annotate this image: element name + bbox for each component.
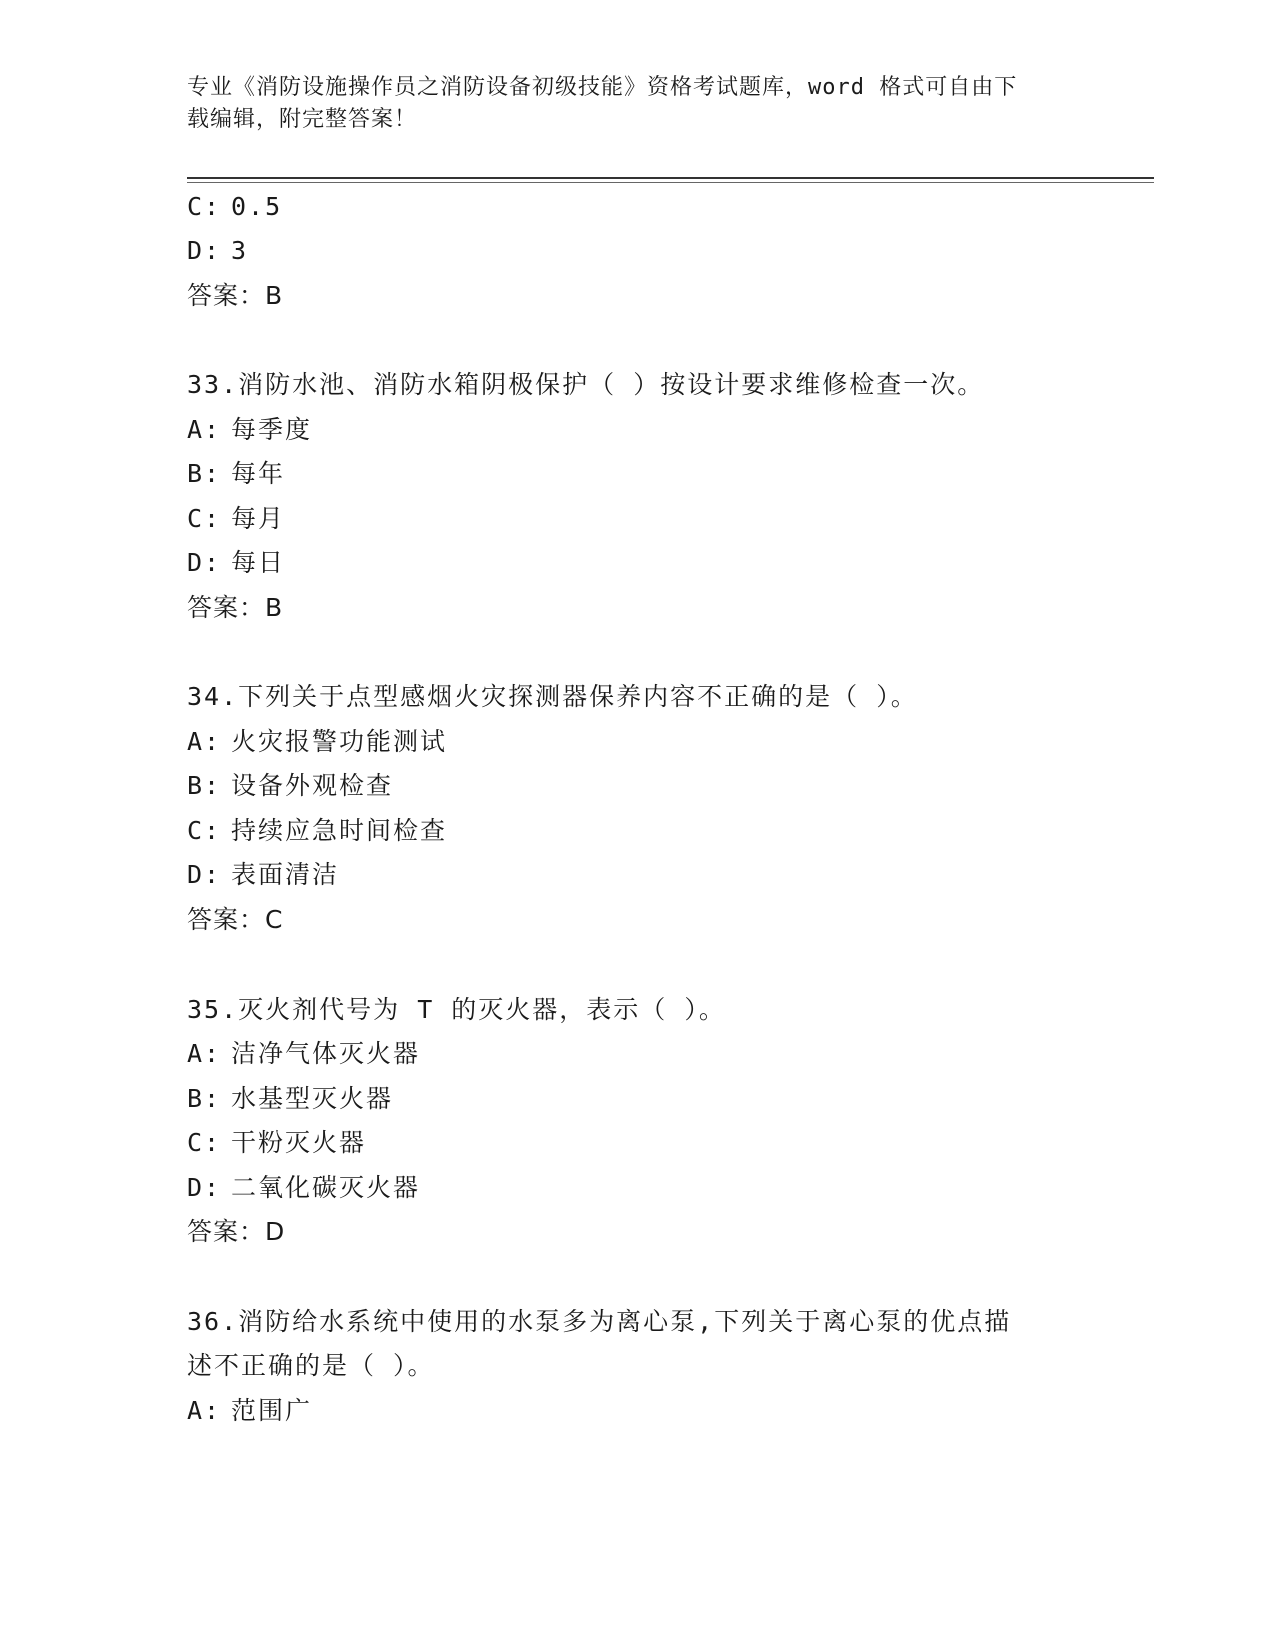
option-c (187, 1126, 366, 1160)
option-text: 0.5 (231, 192, 283, 221)
option-label: C: (187, 1128, 222, 1157)
option-label: B: (187, 1084, 222, 1113)
option-c (187, 814, 447, 848)
question-stem-34: 34.下列关于点型感烟火灾探测器保养内容不正确的是（ ）。 (187, 682, 918, 711)
option-label: D: (187, 236, 222, 265)
answer-text: 答案：D (187, 1217, 286, 1246)
option-label: C: (187, 816, 222, 845)
option-label: D: (187, 548, 222, 577)
option-label: C: (187, 192, 222, 221)
question-stem-33: 33.消防水池、消防水箱阴极保护（ ）按设计要求维修检查一次。 (187, 370, 985, 399)
option-a (187, 413, 312, 447)
option-text: 干粉灭火器 (231, 1128, 367, 1157)
header-line-1: 专业《消防设施操作员之消防设备初级技能》资格考试题库，word 格式可自由下 (187, 75, 1018, 100)
option-b (187, 457, 285, 491)
question-stem-35: 35.灭火剂代号为 T 的灭火器，表示（ ）。 (187, 995, 726, 1024)
option-a (187, 1037, 420, 1071)
option-text: 每月 (231, 504, 286, 533)
option-d (187, 1171, 420, 1205)
option-b (187, 769, 393, 803)
option-text: 表面清洁 (231, 860, 340, 889)
option-text: 二氧化碳灭火器 (231, 1173, 421, 1202)
option-text: 范围广 (231, 1396, 313, 1425)
option-d (187, 858, 339, 892)
header-line-2: 载编辑，附完整答案！ (187, 107, 418, 132)
option-text: 每日 (231, 548, 286, 577)
option-b (187, 1082, 393, 1116)
option-text: 水基型灭火器 (231, 1084, 394, 1113)
answer-text: 答案：B (187, 593, 284, 622)
answer-text: 答案：C (187, 905, 284, 934)
option-label: D: (187, 1173, 222, 1202)
question-stem-36: 36.消防给水系统中使用的水泵多为离心泵,下列关于离心泵的优点描 (187, 1307, 1012, 1336)
option-text: 每季度 (231, 415, 313, 444)
option-label: B: (187, 771, 222, 800)
option-text: 火灾报警功能测试 (231, 727, 448, 756)
option-label: D: (187, 860, 222, 889)
option-text: 洁净气体灭火器 (231, 1039, 421, 1068)
header-divider (187, 177, 1154, 179)
answer-text: 答案：B (187, 281, 284, 310)
document-header (187, 72, 1067, 136)
option-text: 每年 (231, 459, 286, 488)
option-label: A: (187, 1396, 222, 1425)
option-label: C: (187, 504, 222, 533)
option-text: 持续应急时间检查 (231, 816, 448, 845)
option-text: 设备外观检查 (231, 771, 394, 800)
header-divider-thin (187, 182, 1154, 183)
question-stem-36-continued: 述不正确的是（ ）。 (187, 1351, 435, 1380)
option-label: B: (187, 459, 222, 488)
option-a (187, 1394, 312, 1428)
option-c (187, 502, 285, 536)
option-d (187, 234, 248, 268)
option-label: A: (187, 1039, 222, 1068)
option-d (187, 546, 285, 580)
option-c (187, 190, 282, 224)
option-label: A: (187, 415, 222, 444)
option-a (187, 725, 447, 759)
option-label: A: (187, 727, 222, 756)
option-text: 3 (231, 236, 249, 265)
